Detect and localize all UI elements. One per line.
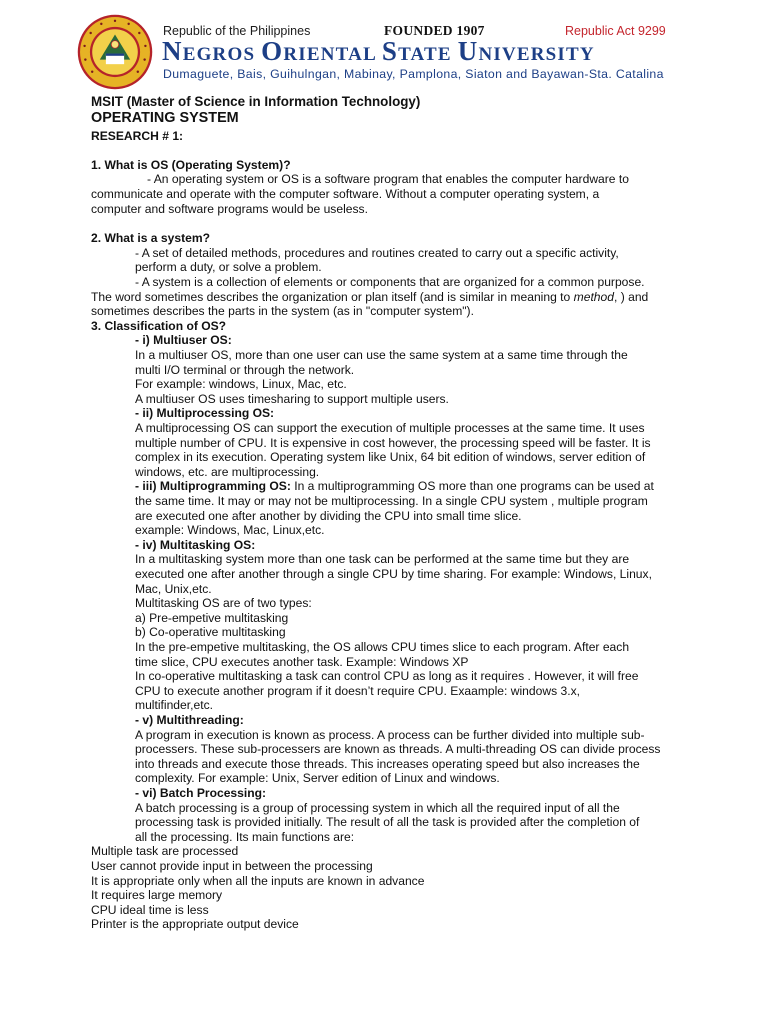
multithreading-line: A program in execution is known as process. A process can be further divided into multiple sub- <box>135 728 645 742</box>
question-2-line-text: The word sometimes describes the organization or plan itself (and is similar in meaning to <box>91 290 574 304</box>
multiprocessing-line: A multiprocessing OS can support the execution of multiple processes at the same time. It uses <box>135 421 645 435</box>
question-2-line: - A system is a collection of elements or components that are organized for a common purpose. <box>135 275 645 289</box>
batch-processing-line: all the processing. Its main functions are: <box>135 830 355 844</box>
university-name: NEGROS ORIENTAL STATE UNIVERSITY <box>162 36 595 66</box>
question-2-line: perform a duty, or solve a problem. <box>135 260 322 274</box>
multiprocessing-line: windows, etc. are multiprocessing. <box>135 465 320 479</box>
multiuser-line: For example: windows, Linux, Mac, etc. <box>135 377 347 391</box>
multithreading-heading: - v) Multithreading: <box>135 713 244 727</box>
question-3-title: 3. Classification of OS? <box>91 319 227 333</box>
republic-act: Republic Act 9299 <box>565 24 666 38</box>
batch-function-item: Multiple task are processed <box>91 844 239 858</box>
multiuser-line: In a multiuser OS, more than one user can use the same system at a same time through the <box>135 348 628 362</box>
multithreading-line: complexity. For example: Unix, Server edition of Linux and windows. <box>135 771 500 785</box>
multitasking-line: a) Pre-empetive multitasking <box>135 611 289 625</box>
question-1-title: 1. What is OS (Operating System)? <box>91 158 291 172</box>
question-1-line: computer and software programs would be useless. <box>91 202 368 216</box>
multiprogramming-line <box>135 479 654 494</box>
multiprogramming-line: the same time. It may or may not be multiprocessing. In a single CPU system , multiple program <box>135 494 648 508</box>
multithreading-line: into threads and execute those threads. This increases operating speed but also increases the <box>135 757 640 771</box>
multitasking-line: Multitasking OS are of two types: <box>135 596 312 610</box>
university-letterhead <box>0 0 768 86</box>
multitasking-line: In the pre-empetive multitasking, the OS allows CPU times slice to each program. After each <box>135 640 630 654</box>
question-2-title: 2. What is a system? <box>91 231 210 245</box>
method-italic: method <box>573 290 614 304</box>
batch-function-item: Printer is the appropriate output device <box>91 917 299 931</box>
question-2-line: - A set of detailed methods, procedures and routines created to carry out a specific activity, <box>135 246 619 260</box>
multitasking-line: CPU to execute another program if it doesn’t require CPU. Exaample: windows 3.x, <box>135 684 580 698</box>
multitasking-line: time slice, CPU executes another task. Example: Windows XP <box>135 655 469 669</box>
multiuser-line: multi I/O terminal or through the network. <box>135 363 355 377</box>
batch-processing-line: A batch processing is a group of processing system in which all the required input of all the <box>135 801 620 815</box>
multiuser-heading: - i) Multiuser OS: <box>135 333 232 347</box>
multiprogramming-line: example: Windows, Mac, Linux,etc. <box>135 523 325 537</box>
multitasking-line: b) Co-operative multitasking <box>135 625 286 639</box>
batch-function-item: It is appropriate only when all the inputs are known in advance <box>91 874 425 888</box>
batch-processing-heading: - vi) Batch Processing: <box>135 786 267 800</box>
university-seal-logo <box>77 14 153 90</box>
multitasking-line: In a multitasking system more than one task can be performed at the same time but they are <box>135 552 630 566</box>
multitasking-line: Mac, Unix,etc. <box>135 582 212 596</box>
course-title: OPERATING SYSTEM <box>91 110 239 126</box>
multiuser-line: A multiuser OS uses timesharing to support multiple users. <box>135 392 449 406</box>
campus-list: Dumaguete, Bais, Guihulngan, Mabinay, Pamplona, Siaton and Bayawan-Sta. Catalina <box>163 67 664 81</box>
republic-line: Republic of the Philippines <box>163 24 311 38</box>
multitasking-line: executed one after another through a single CPU by time sharing. For example: Windows, Linux, <box>135 567 652 581</box>
question-2-line: sometimes describes the parts in the system (as in "computer system"). <box>91 304 474 318</box>
batch-function-item: It requires large memory <box>91 888 223 902</box>
multitasking-line: multifinder,etc. <box>135 698 213 712</box>
question-1-line: communicate and operate with the computer software. Without a computer operating system, a <box>91 187 600 201</box>
batch-function-item: User cannot provide input in between the processing <box>91 859 373 873</box>
multiprogramming-line: are executed one after another by dividing the CPU into small time slice. <box>135 509 522 523</box>
founded-year: FOUNDED 1907 <box>384 23 485 38</box>
multiprocessing-line: multiple number of CPU. It is expensive in cost however, the processing speed will be faster. It is <box>135 436 651 450</box>
question-1-line: - An operating system or OS is a software program that enables the computer hardware to <box>147 172 629 186</box>
multiprocessing-line: complex in its execution. Operating system like Unix, 64 bit edition of windows, server edition of <box>135 450 646 464</box>
multiprogramming-heading: - iii) Multiprogramming OS: <box>135 479 291 493</box>
research-number: RESEARCH # 1: <box>91 129 184 143</box>
multitasking-line: In co-operative multitasking a task can control CPU as long as it requires . However, it will free <box>135 669 639 683</box>
program-title: MSIT (Master of Science in Information Technology) <box>91 94 421 109</box>
multithreading-line: processers. These sub-processers are known as threads. A multi-threading OS can divide process <box>135 742 661 756</box>
question-2-line <box>91 290 648 305</box>
multiprogramming-heading-rest: In a multiprogramming OS more than one programs can be used at <box>290 479 654 493</box>
multiprocessing-heading: - ii) Multiprocessing OS: <box>135 406 275 420</box>
question-2-line-end: , ) and <box>613 290 649 304</box>
batch-function-item: CPU ideal time is less <box>91 903 209 917</box>
batch-processing-line: processing task is provided initially. The result of all the task is provided after the completion of <box>135 815 640 829</box>
multitasking-heading: - iv) Multitasking OS: <box>135 538 256 552</box>
